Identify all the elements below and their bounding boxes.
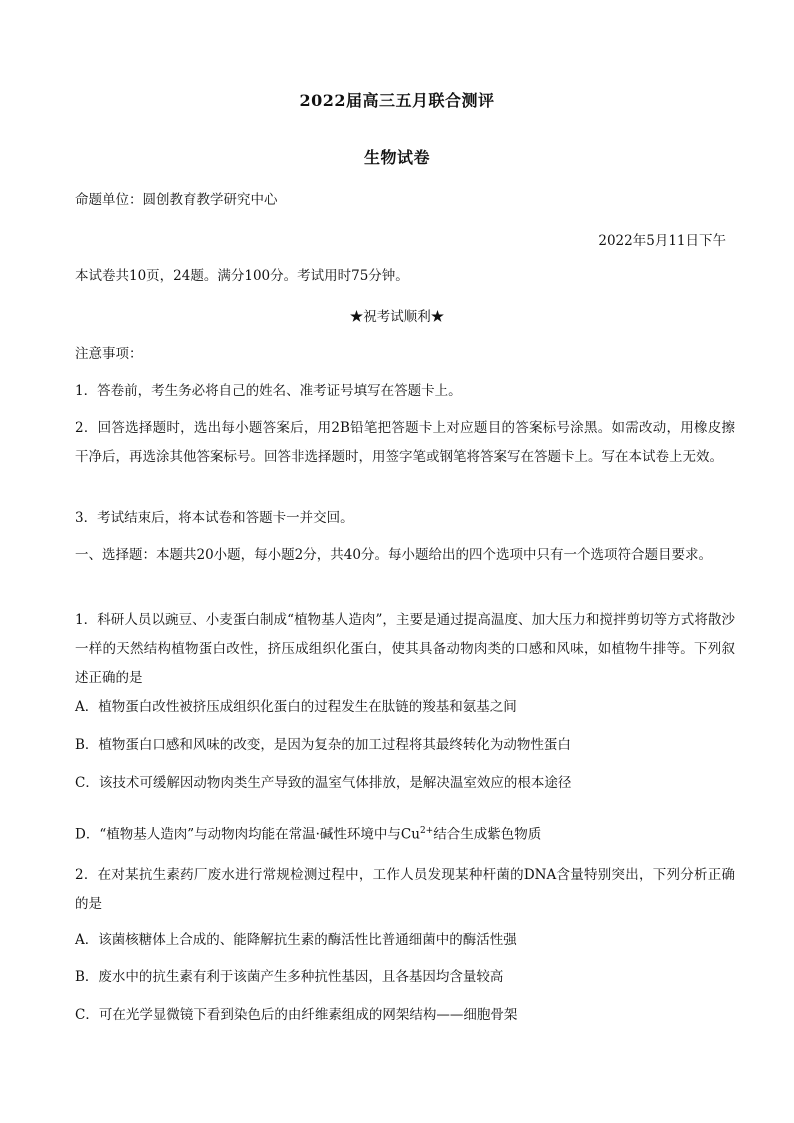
exam-info: 本试卷共10页，24题。满分100分。考试用时75分钟。: [75, 268, 409, 284]
option-d-text-end: 结合生成紫色物质: [433, 826, 542, 843]
question-1-option-d: [75, 821, 745, 845]
question-2-stem: 2．在对某抗生素药厂废水进行常规检测过程中，工作人员发现某种杆菌的DNA含量特别突出，下列分析正确的是: [75, 867, 735, 912]
note-2: 2．回答选择题时，选出每小题答案后，用2B铅笔把答题卡上对应题目的答案标号涂黑。如需改动，用橡皮擦干净后，再选涂其他答案标号。回答非选择题时，用签字笔或钢笔将答案写在答题卡上。写在本试卷上无效。: [75, 420, 735, 465]
question-2-option-c: C．可在光学显微镜下看到染色后的由纤维素组成的网架结构——细胞骨架: [75, 1007, 518, 1023]
question-1-option-c: C．该技术可缓解因动物肉类生产导致的温室气体排放，是解决温室效应的根本途径: [75, 775, 572, 791]
notes-heading: 注意事项：: [75, 346, 143, 362]
exam-title: 2022届高三五月联合测评: [299, 91, 495, 110]
note-1: 1．答卷前，考生务必将自己的姓名、准考证号填写在答题卡上。: [75, 383, 462, 399]
question-2-option-a: A．该菌核糖体上合成的、能降解抗生素的酶活性比普通细菌中的酶活性强: [75, 932, 517, 948]
author-unit: 命题单位：圆创教育教学研究中心: [75, 192, 278, 208]
option-d-text-start: D．“植物基人造肉”与动物肉均能在常温·碱性环境中与Cu: [75, 826, 420, 843]
question-1-option-b: B．植物蛋白口感和风味的改变，是因为复杂的加工过程将其最终转化为动物性蛋白: [75, 737, 571, 753]
note-3: 3．考试结束后，将本试卷和答题卡一并交回。: [75, 510, 354, 526]
option-d-superscript: 2+: [419, 826, 434, 836]
exam-date: 2022年5月11日下午: [598, 233, 726, 249]
question-1-stem: 1．科研人员以豌豆、小麦蛋白制成“植物基人造肉”，主要是通过提高温度、加大压力和搅拌剪切等方式将散沙一样的天然结构植物蛋白改性，挤压成组织化蛋白，使其具备动物肉类的口感和风味，如植物牛排等。下列叙述正确的是: [75, 612, 735, 686]
question-2-option-b: B．废水中的抗生素有利于该菌产生多种抗性基因，且各基因均含量较高: [75, 969, 504, 985]
question-1-option-a: A．植物蛋白改性被挤压成组织化蛋白的过程发生在肽链的羧基和氨基之间: [75, 699, 517, 715]
good-luck-line: ★祝考试顺利★: [349, 309, 445, 325]
section-1-heading: 一、选择题：本题共20小题，每小题2分，共40分。每小题给出的四个选项中只有一个选项符合题目要求。: [75, 547, 712, 563]
exam-subtitle: 生物试卷: [363, 148, 430, 167]
